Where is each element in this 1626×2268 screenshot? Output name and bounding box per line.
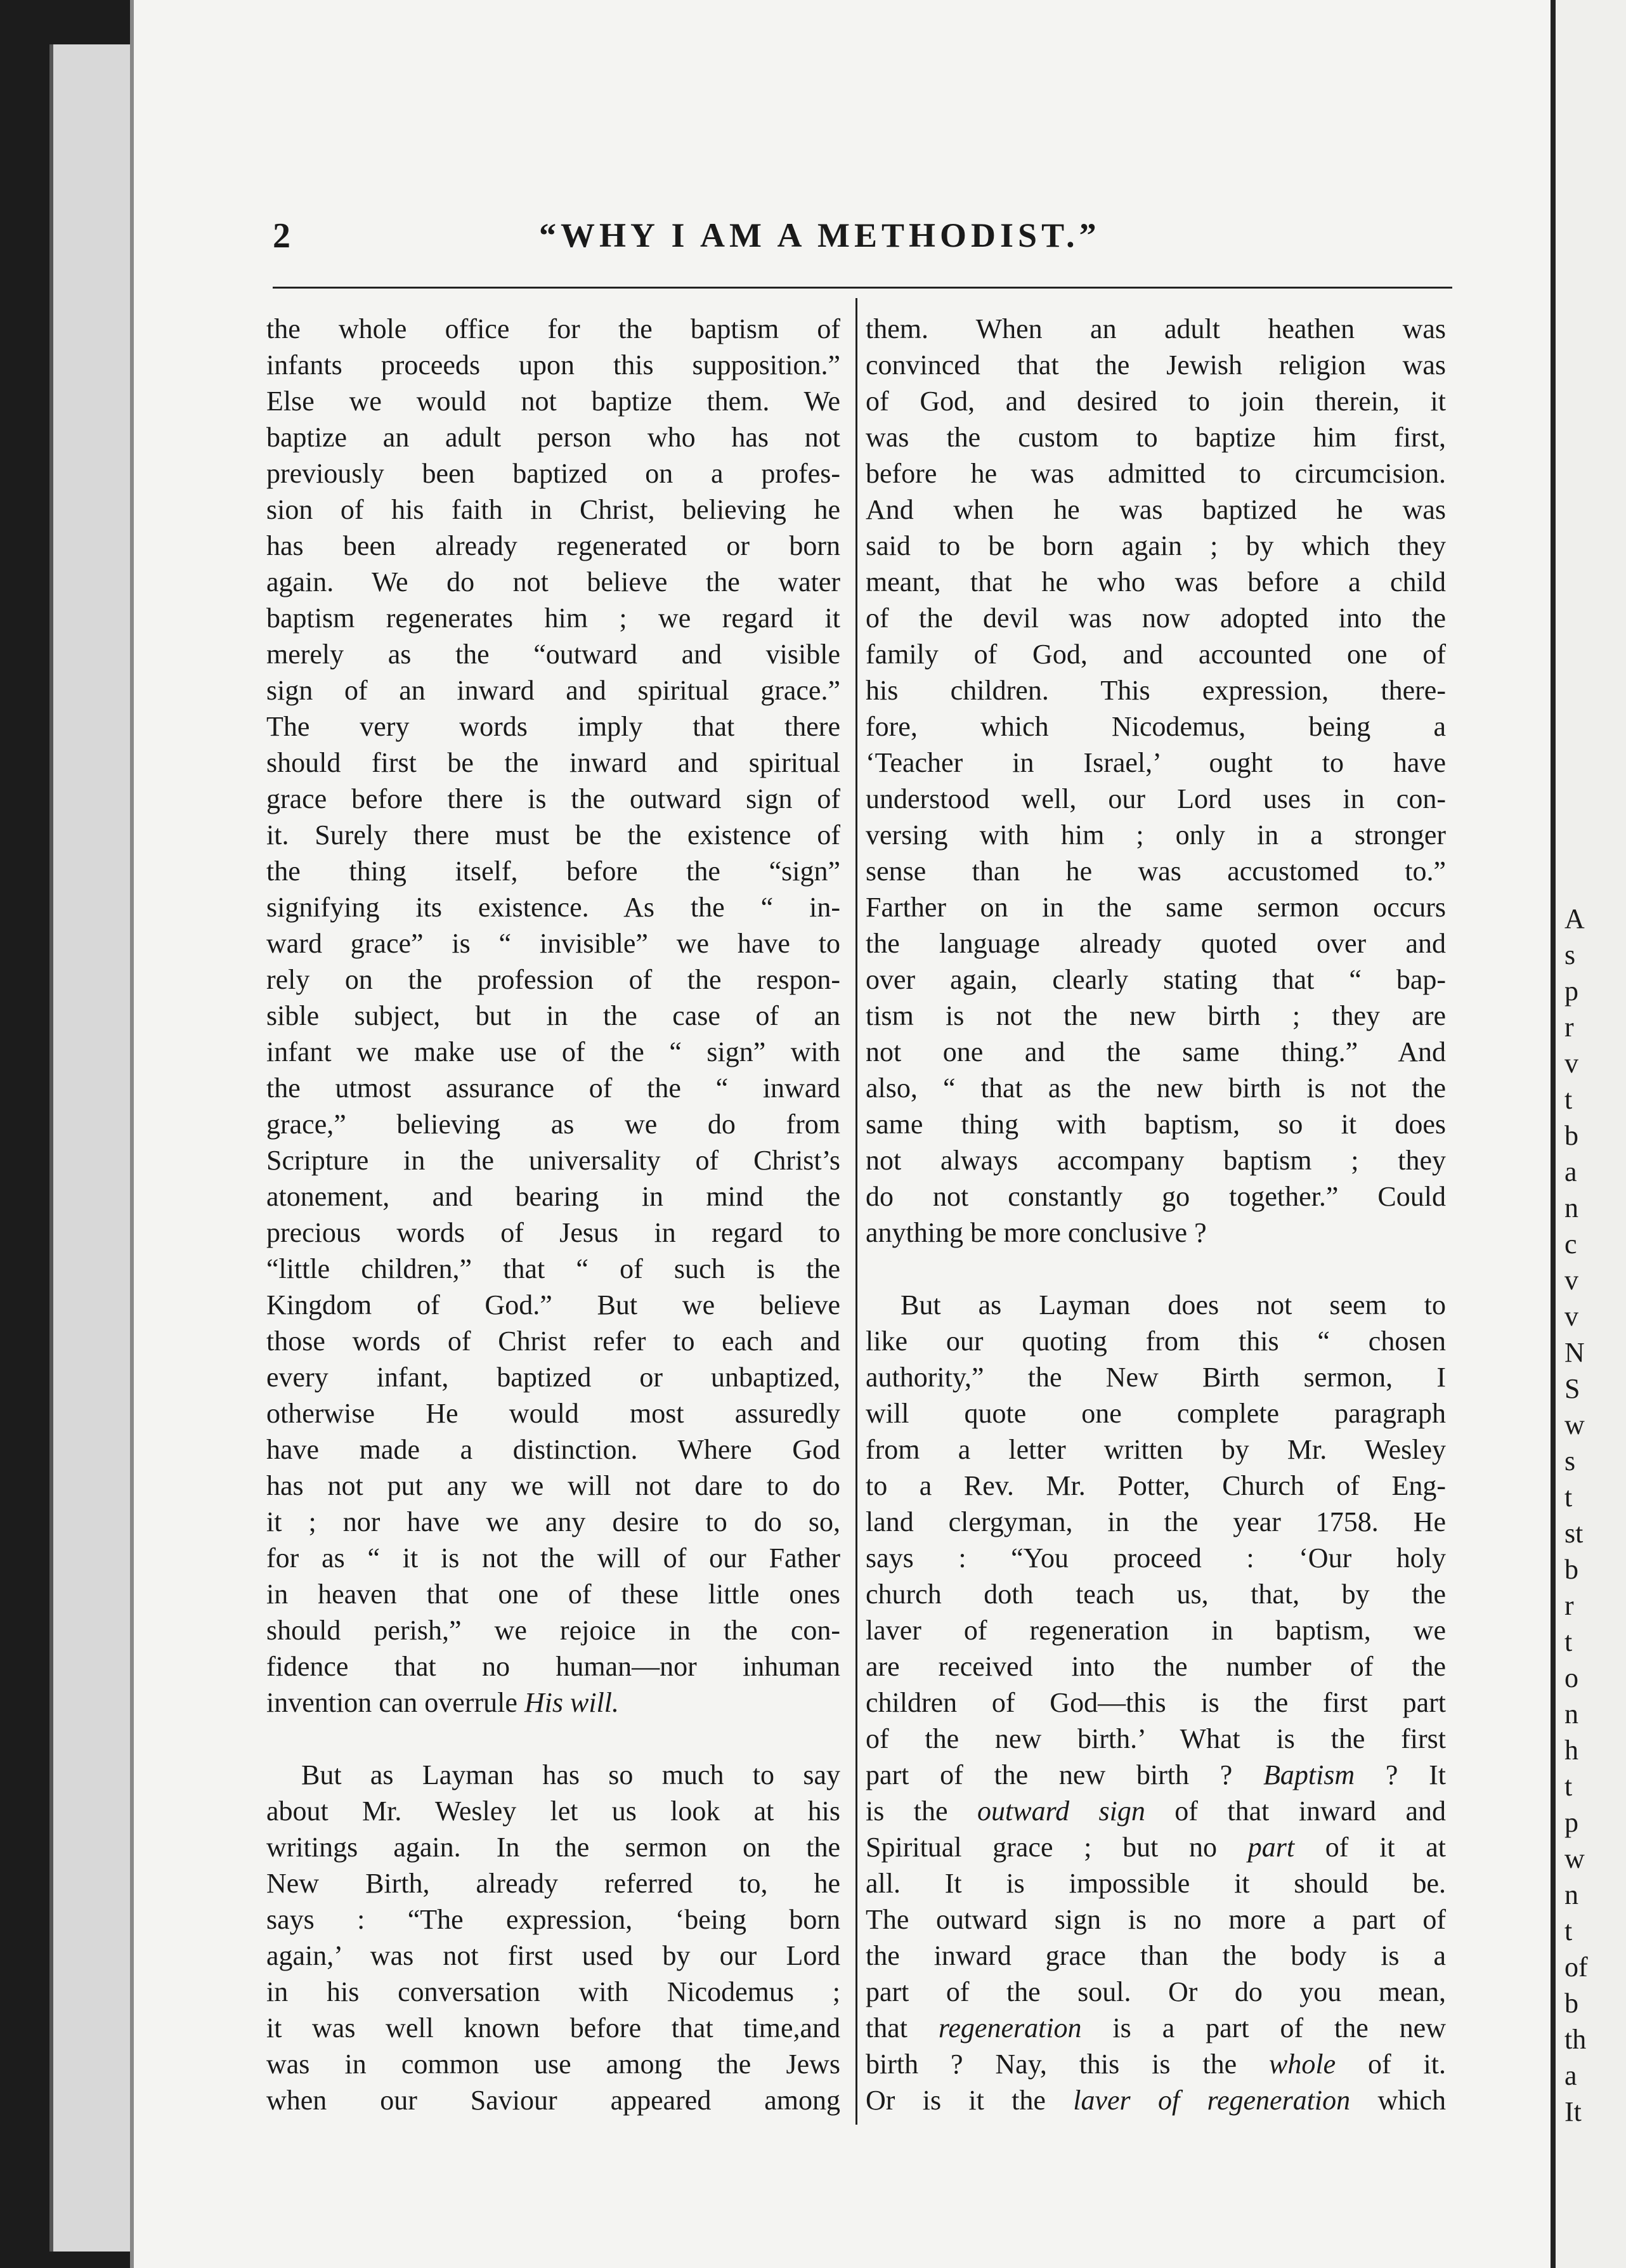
adjacent-page-fragment: t (1564, 1084, 1573, 1115)
text-line: are received into the number of the (866, 1651, 1446, 1682)
adjacent-page-fragment: b (1564, 1554, 1578, 1585)
left-column (266, 311, 840, 2118)
adjacent-page-fragment: st (1564, 1518, 1584, 1549)
header-rule (273, 287, 1452, 289)
right-paragraph-1 (866, 311, 1446, 1251)
text-line: part of the soul. Or do you mean, (866, 1976, 1446, 2007)
left-paragraph-2 (266, 1757, 840, 2118)
text-line: of the devil was now adopted into the (866, 603, 1446, 634)
text-line: meant, that he who was before a child (866, 566, 1446, 597)
text-line: authority,” the New Birth sermon, I (866, 1362, 1446, 1393)
text-line: said to be born again ; by which they (866, 530, 1446, 561)
text-line: otherwise He would most assuredly (266, 1398, 840, 1429)
text-line: about Mr. Wesley let us look at his (266, 1796, 840, 1827)
text-line: land clergyman, in the year 1758. He (866, 1506, 1446, 1537)
text-line: same thing with baptism, so it does (866, 1109, 1446, 1140)
text-line: The outward sign is no more a part of (866, 1904, 1446, 1935)
adjacent-page-fragment: c (1564, 1228, 1577, 1260)
text-line: laver of regeneration in baptism, we (866, 1615, 1446, 1646)
text-line: Farther on in the same sermon occurs (866, 892, 1446, 923)
text-line: children of God—this is the first part (866, 1687, 1446, 1718)
adjacent-page-fragment: A (1564, 903, 1585, 934)
text-line: his children. This expression, there- (866, 675, 1446, 706)
page-edge-left (49, 44, 136, 2252)
text-line: says : “The expression, ‘being born (266, 1904, 840, 1935)
text-line: ‘Teacher in Israel,’ ought to have (866, 747, 1446, 778)
adjacent-page-fragment: o (1564, 1662, 1578, 1693)
text-line: of the new birth.’ What is the first (866, 1723, 1446, 1754)
adjacent-page-fragment: It (1564, 2096, 1582, 2127)
text-line: Kingdom of God.” But we believe (266, 1289, 840, 1320)
column-divider (855, 298, 857, 2125)
text-line: Scripture in the universality of Christ’s (266, 1145, 840, 1176)
text-line: the inward grace than the body is a (866, 1940, 1446, 1971)
text-line: not always accompany baptism ; they (866, 1145, 1446, 1176)
adjacent-page-fragment: t (1564, 1482, 1573, 1513)
text-line: them. When an adult heathen was (866, 313, 1446, 344)
adjacent-page-fragment: w (1564, 1843, 1585, 1874)
adjacent-page-fragment: b (1564, 1120, 1578, 1151)
text-line: infants proceeds upon this supposition.” (266, 349, 840, 381)
adjacent-page-fragment: th (1564, 2024, 1587, 2055)
text-line: invention can overrule His will. (266, 1687, 620, 1718)
text-line: like our quoting from this “ chosen (866, 1326, 1446, 1357)
text-line: it ; nor have we any desire to do so, (266, 1506, 840, 1537)
text-line: Else we would not baptize them. We (266, 386, 840, 417)
text-line: sion of his faith in Christ, believing he (266, 494, 840, 525)
text-line: writings again. In the sermon on the (266, 1832, 840, 1863)
text-line: “little children,” that “ of such is the (266, 1253, 840, 1284)
right-paragraph-2 (866, 1287, 1446, 1757)
text-line: should perish,” we rejoice in the con- (266, 1615, 840, 1646)
text-line: And when he was baptized he was (866, 494, 1446, 525)
text-line: it was well known before that time,and (266, 2012, 840, 2043)
adjacent-page-fragment: r (1564, 1590, 1574, 1621)
text-line: was the custom to baptize him first, (866, 422, 1446, 453)
text-line: sense than he was accustomed to.” (866, 856, 1446, 887)
text-line: not one and the same thing.” And (866, 1036, 1446, 1067)
text-line: grace before there is the outward sign of (266, 783, 840, 814)
text-line: anything be more conclusive ? (866, 1217, 1207, 1248)
adjacent-page-fragment: n (1564, 1879, 1578, 1910)
text-line: New Birth, already referred to, he (266, 1868, 840, 1899)
text-line: it. Surely there must be the existence of (266, 819, 840, 850)
text-line: over again, clearly stating that “ bap- (866, 964, 1446, 995)
text-line: previously been baptized on a profes- (266, 458, 840, 489)
text-line: is the outward sign of that inward and (866, 1796, 1446, 1827)
adjacent-page-fragment: n (1564, 1698, 1578, 1730)
text-line: will quote one complete paragraph (866, 1398, 1446, 1429)
text-line: all. It is impossible it should be. (866, 1868, 1446, 1899)
adjacent-page-fragment: a (1564, 1156, 1577, 1187)
text-line: before he was admitted to circumcision. (866, 458, 1446, 489)
text-line: the whole office for the baptism of (266, 313, 840, 344)
text-line: convinced that the Jewish religion was (866, 349, 1446, 381)
adjacent-page-fragment: h (1564, 1735, 1578, 1766)
text-line: precious words of Jesus in regard to (266, 1217, 840, 1248)
text-line: Spiritual grace ; but no part of it at (866, 1832, 1446, 1863)
right-paragraph-2-cont (866, 1865, 1446, 2010)
text-line: of God, and desired to join therein, it (866, 386, 1446, 417)
text-line: in his conversation with Nicodemus ; (266, 1976, 840, 2007)
text-line: do not constantly go together.” Could (866, 1181, 1446, 1212)
text-line: baptism regenerates him ; we regard it (266, 603, 840, 634)
text-line: merely as the “outward and visible (266, 639, 840, 670)
right-column (866, 311, 1446, 2118)
text-line: says : “You proceed : ‘Our holy (866, 1542, 1446, 1574)
text-line: infant we make use of the “ sign” with (266, 1036, 840, 1067)
adjacent-page-fragment: t (1564, 1626, 1573, 1657)
adjacent-page-fragment: s (1564, 939, 1576, 970)
text-line: have made a distinction. Where God (266, 1434, 840, 1465)
text-line: atonement, and bearing in mind the (266, 1181, 840, 1212)
adjacent-page-fragment: b (1564, 1988, 1578, 2019)
adjacent-page-fragment: v (1564, 1301, 1578, 1332)
adjacent-page-fragment: p (1564, 1807, 1578, 1838)
text-line: to a Rev. Mr. Potter, Church of Eng- (866, 1470, 1446, 1501)
adjacent-page-fragment: N (1564, 1337, 1585, 1368)
text-line: rely on the profession of the respon- (266, 964, 840, 995)
adjacent-page-fragment: v (1564, 1048, 1578, 1079)
text-line: has not put any we will not dare to do (266, 1470, 840, 1501)
text-line: for as “ it is not the will of our Father (266, 1542, 840, 1574)
adjacent-page-fragment: S (1564, 1373, 1580, 1404)
text-line: family of God, and accounted one of (866, 639, 1446, 670)
text-line: the utmost assurance of the “ inward (266, 1072, 840, 1104)
text-line: every infant, baptized or unbaptized, (266, 1362, 840, 1393)
adjacent-page-fragment: w (1564, 1409, 1585, 1440)
adjacent-page-fragment: t (1564, 1771, 1573, 1802)
text-line: versing with him ; only in a stronger (866, 819, 1446, 850)
text-line: grace,” believing as we do from (266, 1109, 840, 1140)
text-line: church doth teach us, that, by the (866, 1579, 1446, 1610)
text-line: should first be the inward and spiritual (266, 747, 840, 778)
text-line: was in common use among the Jews (266, 2049, 840, 2080)
adjacent-page-fragment: n (1564, 1192, 1578, 1223)
text-line: when our Saviour appeared among (266, 2085, 840, 2116)
text-line: ward grace” is “ invisible” we have to (266, 928, 840, 959)
text-line: baptize an adult person who has not (266, 422, 840, 453)
text-line: also, “ that as the new birth is not the (866, 1072, 1446, 1104)
text-line: sign of an inward and spiritual grace.” (266, 675, 840, 706)
text-line: in heaven that one of these little ones (266, 1579, 840, 1610)
text-line: signifying its existence. As the “ in- (266, 892, 840, 923)
text-line: the thing itself, before the “sign” (266, 856, 840, 887)
adjacent-page-fragment: p (1564, 975, 1578, 1007)
page-number: 2 (273, 216, 290, 256)
text-line: that regeneration is a part of the new (866, 2012, 1446, 2043)
text-line: again. We do not believe the water (266, 566, 840, 597)
adjacent-page-edge (1551, 0, 1626, 2268)
text-line: has been already regenerated or born (266, 530, 840, 561)
adjacent-page-fragment: a (1564, 2060, 1577, 2091)
adjacent-page-fragment: t (1564, 1915, 1573, 1946)
text-line: understood well, our Lord uses in con- (866, 783, 1446, 814)
adjacent-page-fragment: of (1564, 1952, 1588, 1983)
text-line: sible subject, but in the case of an (266, 1000, 840, 1031)
text-line: tism is not the new birth ; they are (866, 1000, 1446, 1031)
text-line: those words of Christ refer to each and (266, 1326, 840, 1357)
text-line: fidence that no human—nor inhuman (266, 1651, 840, 1682)
text-line: But as Layman has so much to say (301, 1759, 840, 1790)
text-line: fore, which Nicodemus, being a (866, 711, 1446, 742)
left-paragraph-1 (266, 311, 840, 1685)
adjacent-page-fragment: r (1564, 1012, 1574, 1043)
text-line: from a letter written by Mr. Wesley (866, 1434, 1446, 1465)
text-line: the language already quoted over and (866, 928, 1446, 959)
text-line: again,’ was not first used by our Lord (266, 1940, 840, 1971)
adjacent-page-fragment: s (1564, 1445, 1576, 1476)
text-line: The very words imply that there (266, 711, 840, 742)
text-line: part of the new birth ? Baptism ? It (866, 1759, 1447, 1790)
text-line: birth ? Nay, this is the whole of it. (866, 2049, 1446, 2080)
adjacent-page-fragment: v (1564, 1265, 1578, 1296)
text-line: Or is it the laver of regeneration which (866, 2085, 1447, 2116)
running-title: “WHY I AM A METHODIST.” (539, 216, 1101, 254)
text-line: But as Layman does not seem to (901, 1289, 1446, 1320)
page-header (273, 216, 1452, 266)
